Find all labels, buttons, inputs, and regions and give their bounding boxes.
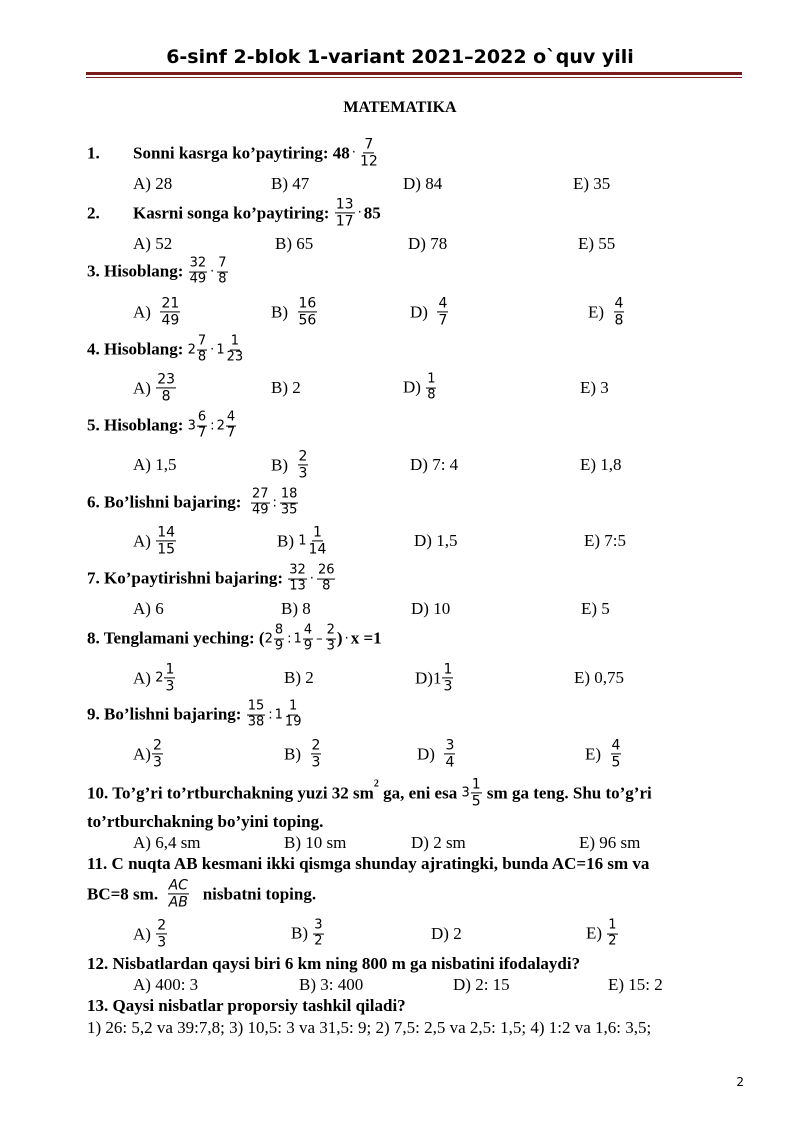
option-d: D) $\frac{4}{7}$ (410, 295, 448, 329)
option-e: E) 7:5 (584, 531, 627, 550)
option-b: B) 65 (275, 234, 314, 253)
option-e: E) 5 (581, 599, 610, 618)
question-6 (87, 488, 760, 519)
option-d: D)1 $\frac{1}{3}$ (415, 661, 453, 695)
division-colon: : (272, 495, 277, 511)
option-b: B) $\frac{2}{3}$ (271, 448, 308, 482)
option-a: A) 28 (133, 174, 173, 193)
option-b: B) 47 (271, 174, 310, 193)
option-a: A) 2 $\frac{1}{3}$ (133, 661, 175, 695)
option-a: A) 6,4 sm (133, 833, 201, 852)
option-a: A) 52 (133, 234, 173, 253)
question-2 (87, 196, 760, 229)
option-a: A) $\frac{14}{15}$ (133, 524, 176, 558)
header-rule-thick (86, 72, 742, 75)
option-b: B) 8 (281, 599, 311, 618)
header-rule-thin (86, 77, 742, 78)
fraction: $\frac{32}{13}$ (289, 562, 306, 594)
question-text: 6. Bo’lishni bajaring: (87, 493, 242, 512)
question-13: 13. Qaysi nisbatlar proporsiy tashkil qiladi? (87, 996, 406, 1015)
option-d: D) 1,5 (414, 531, 458, 550)
fraction: $\frac{15}{38}$ (247, 698, 265, 730)
option-e: E) 1,8 (580, 455, 622, 474)
question-text: 4. Hisoblang: (87, 340, 184, 359)
fraction: $\frac{7}{8}$ (197, 333, 207, 365)
question-8: 8. Tenglamani yeching: ( 2 $\frac{8}{9}$ : 1 $\frac{4}{9}$ – $\frac{2}{3}$ ) · x =1 (87, 622, 382, 654)
option-b: B) 3: 400 (299, 975, 364, 994)
fraction: $\frac{7}{8}$ (218, 255, 227, 287)
option-b: B) $\frac{2}{3}$ (284, 737, 321, 771)
question-10-line2: to’rtburchakning bo’yini toping. (87, 812, 324, 831)
fraction: $\frac{13}{17}$ (335, 196, 354, 230)
fraction: $\frac{27}{49}$ (251, 486, 269, 518)
fraction: $\frac{4}{7}$ (226, 409, 236, 441)
question-number: 2. (87, 203, 100, 222)
option-e: E) $\frac{4}{5}$ (585, 737, 621, 771)
option-a: A) $\frac{23}{8}$ (133, 371, 176, 405)
option-e: E) 96 sm (579, 833, 641, 852)
option-d: D) 84 (403, 174, 443, 193)
question-1 (87, 136, 760, 169)
fraction: $\frac{4}{9}$ (303, 622, 313, 654)
question-9: 9. Bo’lishni bajaring: $\frac{15}{38}$ : 1 $\frac{1}{19}$ (87, 698, 302, 730)
subject-title: MATEMATIKA (343, 99, 457, 116)
option-e: E) 0,75 (574, 668, 625, 687)
question-11: 11. C nuqta AB kesmani ikki qismga shunday ajratingki, bunda AC=16 sm va (87, 854, 650, 873)
fraction: $\frac{26}{8}$ (317, 562, 335, 594)
question-tail: 85 (363, 203, 381, 222)
question-text: 7. Ko’paytirishni bajaring: (87, 569, 283, 588)
option-e: E) 55 (578, 234, 616, 253)
question-13-options: 1) 26: 5,2 va 39:7,8; 3) 10,5: 3 va 31,5: 9; 2) 7,5: 2,5 va 2,5: 1,5; 4) 1:2 va 1,6: 3,5; (87, 1018, 652, 1037)
option-b: B) $\frac{16}{56}$ (271, 295, 317, 329)
option-e: E) $\frac{4}{8}$ (588, 295, 624, 329)
question-text: 9. Bo’lishni bajaring: (87, 705, 242, 724)
question-text: Sonni kasrga ko’paytiring: 48 (133, 143, 350, 162)
mult-dot: · (210, 264, 215, 280)
fraction: $\frac{6}{7}$ (197, 409, 207, 441)
question-5: 5. Hisoblang: 3 $\frac{6}{7}$ : 2 $\frac{4}{7}$ (87, 409, 236, 441)
question-text: Kasrni songa ko’paytiring: (133, 203, 330, 222)
option-b: B) 1 $\frac{1}{14}$ (277, 524, 327, 558)
question-tail: x =1 (350, 629, 382, 648)
option-e: E) 35 (573, 174, 611, 193)
mult-dot: · (351, 145, 356, 161)
option-d: D) 2 (431, 924, 462, 943)
option-a: A) 400: 3 (133, 975, 199, 994)
option-a: A) 1,5 (133, 455, 177, 474)
option-a: A) $\frac{2}{3}$ (133, 917, 167, 951)
question-10: 10. To’g’ri to’rtburchakning yuzi 32 sm $^2$ ga, eni esa 3 $\frac{1}{5}$ sm ga teng. Shu to’g’ri (87, 776, 652, 810)
fraction: $\frac{1}{23}$ (226, 333, 244, 365)
option-e: E) $\frac{1}{2}$ (586, 917, 617, 949)
mult-dot: · (309, 571, 314, 587)
option-e: E) 15: 2 (608, 975, 663, 994)
option-d: D) 7: 4 (410, 455, 459, 474)
question-12: 12. Nisbatlardan qaysi biri 6 km ning 800 m ga nisbatini ifodalaydi? (87, 954, 581, 973)
question-text: 8. Tenglamani yeching: ( (87, 629, 265, 648)
question-text: 3. Hisoblang: (87, 262, 184, 281)
question-3 (87, 257, 760, 288)
document-header: 6-sinf 2-blok 1-variant 2021–2022 o`quv yili (166, 46, 634, 68)
option-b: B) 2 (284, 668, 314, 687)
option-a: A) $\frac{21}{49}$ (133, 295, 180, 329)
division-colon: : (210, 418, 215, 434)
option-a: A) 6 (133, 599, 164, 618)
question-7 (87, 564, 760, 595)
question-text: 5. Hisoblang: (87, 416, 184, 435)
page-number: 2 (736, 1075, 744, 1089)
option-d: D) 78 (408, 234, 448, 253)
question-11-line2: BC=8 sm. $\frac{AC}{AB}$ nisbatni toping. (87, 877, 317, 911)
fraction: $\frac{32}{49}$ (189, 255, 207, 287)
mult-dot: · (210, 342, 215, 358)
option-b: B) $\frac{3}{2}$ (291, 917, 323, 949)
fraction: $\frac{8}{9}$ (274, 622, 284, 654)
option-e: E) 3 (580, 378, 609, 397)
fraction: $\frac{7}{12}$ (359, 136, 378, 170)
question-number: 1. (87, 143, 100, 162)
fraction: $\frac{18}{35}$ (280, 486, 298, 518)
fraction: $\frac{AC}{AB}$ (168, 877, 188, 911)
option-d: D) 2 sm (411, 833, 466, 852)
option-d: D) 2: 15 (453, 975, 510, 994)
mult-dot: · (357, 205, 362, 221)
fraction: $\frac{1}{19}$ (284, 698, 302, 730)
option-d: D) $\frac{1}{8}$ (403, 371, 436, 403)
fraction: $\frac{1}{5}$ (471, 776, 481, 810)
fraction: $\frac{2}{3}$ (326, 622, 335, 654)
option-a: A) $\frac{2}{3}$ (133, 737, 162, 771)
option-b: B) 2 (271, 378, 301, 397)
option-d: D) $\frac{3}{4}$ (417, 737, 455, 771)
question-text: 10. To’g’ri to’rtburchakning yuzi 32 sm (87, 783, 374, 802)
option-d: D) 10 (411, 599, 451, 618)
option-b: B) 10 sm (284, 833, 347, 852)
question-4: 4. Hisoblang: 2 $\frac{7}{8}$ · 1 $\frac{1}{23}$ (87, 333, 244, 365)
